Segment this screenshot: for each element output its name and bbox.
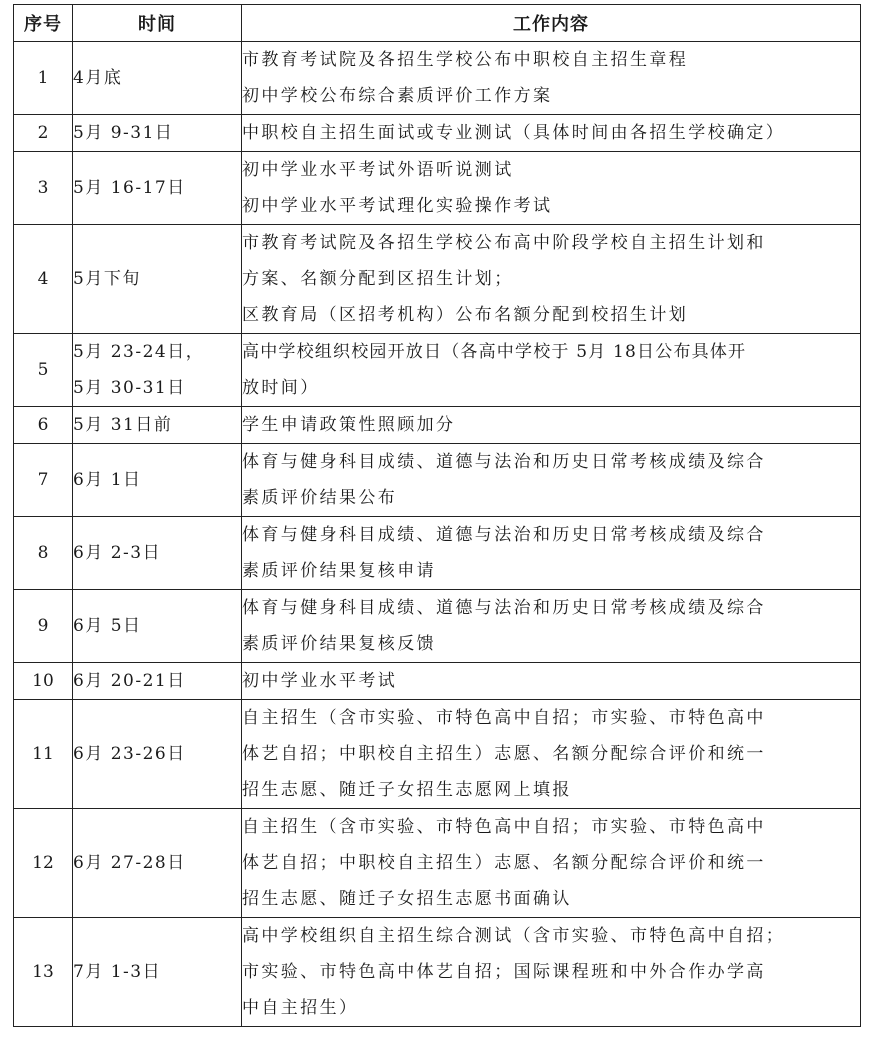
time-line: 5月下旬 xyxy=(73,269,141,289)
time-line: 5月 16-17日 xyxy=(73,178,186,198)
row-time xyxy=(73,334,242,407)
work-line: 体育与健身科目成绩、道德与法治和历史日常考核成绩及综合 xyxy=(242,598,766,618)
work-line: 区教育局（区招考机构）公布名额分配到校招生计划 xyxy=(242,305,689,325)
row-work xyxy=(242,152,861,225)
table-body xyxy=(14,42,861,1027)
table-row xyxy=(14,152,861,225)
time-line: 5月 9-31日 xyxy=(73,123,174,143)
work-line: 市教育考试院及各招生学校公布中职校自主招生章程 xyxy=(242,50,689,70)
row-time xyxy=(73,42,242,115)
row-number: 9 xyxy=(14,590,73,663)
table-row xyxy=(14,918,861,1027)
time-line: 6月 23-26日 xyxy=(73,744,186,764)
time-line: 7月 1-3日 xyxy=(73,962,162,982)
row-number: 3 xyxy=(14,152,73,225)
row-number: 2 xyxy=(14,115,73,152)
table-row xyxy=(14,809,861,918)
row-number: 12 xyxy=(14,809,73,918)
time-line: 5月 23-24日， xyxy=(73,342,205,362)
work-line: 素质评价结果公布 xyxy=(242,488,398,508)
row-work xyxy=(242,918,861,1027)
table-row xyxy=(14,407,861,444)
row-time xyxy=(73,590,242,663)
row-number: 11 xyxy=(14,700,73,809)
row-work xyxy=(242,334,861,407)
work-line: 高中学校组织自主招生综合测试（含市实验、市特色高中自招； xyxy=(242,926,786,946)
row-work xyxy=(242,590,861,663)
work-line: 自主招生（含市实验、市特色高中自招；市实验、市特色高中 xyxy=(242,708,766,728)
work-line: 体艺自招；中职校自主招生）志愿、名额分配综合评价和统一 xyxy=(242,853,766,873)
table-row xyxy=(14,517,861,590)
row-work xyxy=(242,115,861,152)
row-time xyxy=(73,444,242,517)
row-number: 8 xyxy=(14,517,73,590)
header-no: 序号 xyxy=(14,5,73,42)
work-line: 方案、名额分配到区招生计划； xyxy=(242,269,514,289)
row-work xyxy=(242,809,861,918)
row-number: 5 xyxy=(14,334,73,407)
work-line: 初中学业水平考试理化实验操作考试 xyxy=(242,196,553,216)
row-number: 13 xyxy=(14,918,73,1027)
row-time xyxy=(73,700,242,809)
work-line: 市教育考试院及各招生学校公布高中阶段学校自主招生计划和 xyxy=(242,233,766,253)
table-row xyxy=(14,225,861,334)
row-time xyxy=(73,517,242,590)
time-line: 5月 31日前 xyxy=(73,415,173,435)
work-line: 学生申请政策性照顾加分 xyxy=(242,415,456,435)
work-line: 放时间） xyxy=(242,378,320,398)
table-row xyxy=(14,700,861,809)
row-time xyxy=(73,115,242,152)
table-row xyxy=(14,42,861,115)
time-line: 6月 1日 xyxy=(73,470,142,490)
time-line: 6月 20-21日 xyxy=(73,671,186,691)
work-line: 自主招生（含市实验、市特色高中自招；市实验、市特色高中 xyxy=(242,817,766,837)
table-row xyxy=(14,590,861,663)
row-work xyxy=(242,407,861,444)
header-time: 时间 xyxy=(73,5,242,42)
row-number: 7 xyxy=(14,444,73,517)
work-line: 高中学校组织校园开放日（各高中学校于 5月 18日公布具体开 xyxy=(242,342,747,362)
row-work xyxy=(242,663,861,700)
row-number: 1 xyxy=(14,42,73,115)
work-line: 市实验、市特色高中体艺自招；国际课程班和中外合作办学高 xyxy=(242,962,766,982)
row-time xyxy=(73,152,242,225)
time-line: 4月底 xyxy=(73,68,123,88)
row-time xyxy=(73,918,242,1027)
work-line: 体育与健身科目成绩、道德与法治和历史日常考核成绩及综合 xyxy=(242,525,766,545)
row-work xyxy=(242,225,861,334)
row-number: 4 xyxy=(14,225,73,334)
time-line: 6月 2-3日 xyxy=(73,543,162,563)
row-time xyxy=(73,663,242,700)
row-work xyxy=(242,444,861,517)
row-number: 10 xyxy=(14,663,73,700)
work-line: 中职校自主招生面试或专业测试（具体时间由各招生学校确定） xyxy=(242,123,786,143)
work-line: 招生志愿、随迁子女招生志愿网上填报 xyxy=(242,780,572,800)
work-line: 体艺自招；中职校自主招生）志愿、名额分配综合评价和统一 xyxy=(242,744,766,764)
schedule-table xyxy=(13,4,861,1027)
work-line: 中自主招生） xyxy=(242,998,359,1018)
table-row xyxy=(14,115,861,152)
time-line: 6月 5日 xyxy=(73,616,142,636)
row-work xyxy=(242,42,861,115)
row-time xyxy=(73,225,242,334)
row-time xyxy=(73,407,242,444)
time-line: 6月 27-28日 xyxy=(73,853,186,873)
row-work xyxy=(242,700,861,809)
header-work: 工作内容 xyxy=(242,5,861,42)
table-row xyxy=(14,663,861,700)
work-line: 招生志愿、随迁子女招生志愿书面确认 xyxy=(242,889,572,909)
work-line: 体育与健身科目成绩、道德与法治和历史日常考核成绩及综合 xyxy=(242,452,766,472)
table-row xyxy=(14,334,861,407)
work-line: 初中学业水平考试外语听说测试 xyxy=(242,160,514,180)
row-work xyxy=(242,517,861,590)
row-time xyxy=(73,809,242,918)
table-row xyxy=(14,444,861,517)
work-line: 初中学校公布综合素质评价工作方案 xyxy=(242,86,553,106)
work-line: 初中学业水平考试 xyxy=(242,671,398,691)
header-row xyxy=(14,5,861,42)
row-number: 6 xyxy=(14,407,73,444)
work-line: 素质评价结果复核反馈 xyxy=(242,634,436,654)
time-line: 5月 30-31日 xyxy=(73,378,186,398)
work-line: 素质评价结果复核申请 xyxy=(242,561,436,581)
